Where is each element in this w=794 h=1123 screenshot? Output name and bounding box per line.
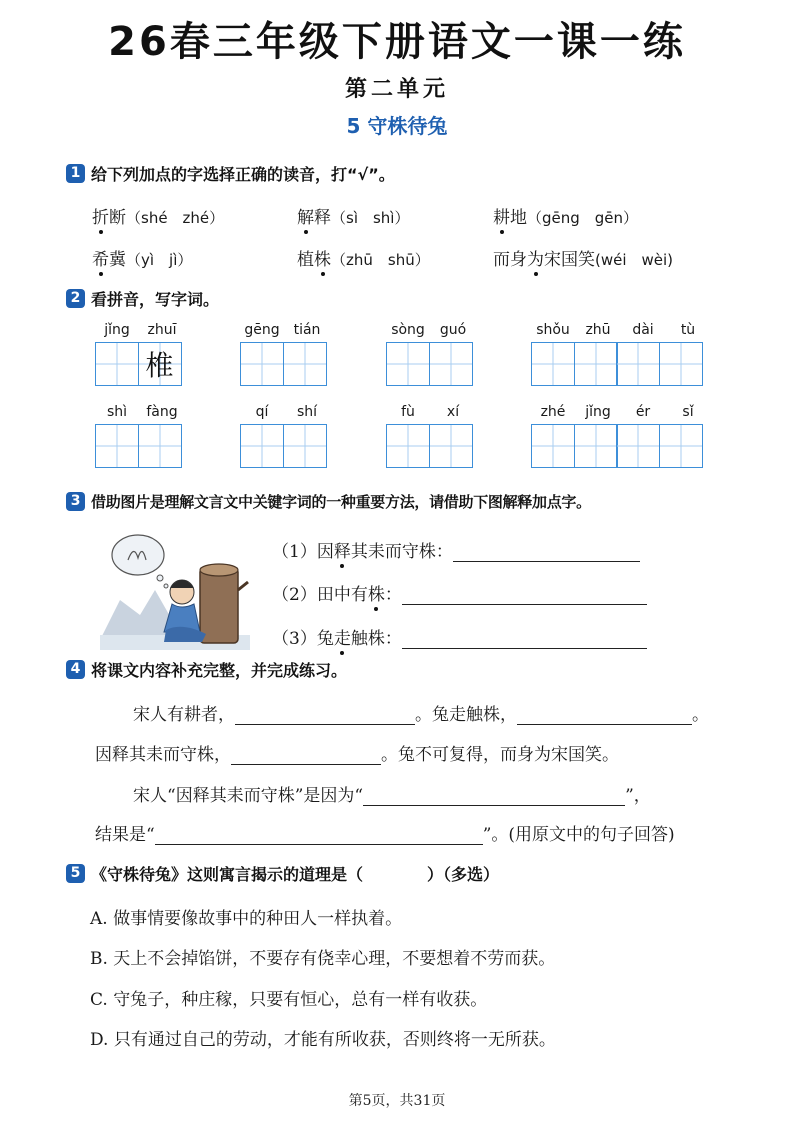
pinyin-label: zhé xyxy=(540,404,566,420)
pinyin-label: fàng xyxy=(146,404,178,420)
q3-item: （1）因 释 其耒而守株： xyxy=(272,537,640,562)
writing-cell[interactable] xyxy=(283,424,327,468)
dotted-char: 解 xyxy=(297,203,314,228)
answer-blank[interactable] xyxy=(235,706,415,725)
q3-item: （3）兔 走 触株： xyxy=(272,624,647,649)
writing-grid xyxy=(95,424,182,468)
dotted-char: 释 xyxy=(334,537,351,562)
reading-item: 希冀（yì jì） xyxy=(92,245,192,270)
q3-item: （2）田中有 株 ： xyxy=(272,580,647,605)
option-b[interactable]: B. 天上不会掉馅饼，不要存有侥幸心理，不要想着不劳而获。 xyxy=(90,949,556,969)
pinyin-label: tián xyxy=(293,322,321,338)
question-1-heading xyxy=(66,162,395,185)
lesson-title: 5 守株待兔 xyxy=(346,114,448,138)
pinyin-label: tù xyxy=(680,322,696,338)
answer-blank[interactable] xyxy=(155,826,483,845)
option-d[interactable]: D. 只有通过自己的劳动，才能有所收获，否则终将一无所获。 xyxy=(90,1030,556,1050)
question-number-badge: 4 xyxy=(66,660,85,679)
pinyin-label: gēng xyxy=(244,322,280,338)
writing-cell[interactable] xyxy=(240,342,284,386)
dotted-char: 株 xyxy=(314,245,331,270)
pinyin-label: zhū xyxy=(585,322,611,338)
answer-blank[interactable] xyxy=(402,586,647,605)
q4-line: 宋人有耕者， 。兔走触株， 。 xyxy=(133,705,709,725)
pinyin-label: jǐng xyxy=(585,404,611,420)
pinyin-label: guó xyxy=(439,322,467,338)
pinyin-label: ér xyxy=(635,404,651,420)
question-4-heading xyxy=(66,658,347,681)
pinyin-label: shí xyxy=(296,404,318,420)
question-4-text: 将课文内容补充完整，并完成练习。 xyxy=(91,661,348,680)
writing-cell[interactable]: 椎 xyxy=(138,342,182,386)
writing-cell[interactable] xyxy=(386,424,430,468)
pinyin-label: shǒu xyxy=(536,322,570,338)
writing-cell[interactable] xyxy=(574,342,618,386)
writing-cell[interactable] xyxy=(95,342,139,386)
writing-grid xyxy=(531,342,703,386)
option-a[interactable]: A. 做事情要像故事中的种田人一样执着。 xyxy=(90,909,403,929)
q4-line: 结果是“ ”。(用原文中的句子回答) xyxy=(95,825,675,845)
reading-item: 植株（zhū shū） xyxy=(297,245,430,270)
writing-cell[interactable] xyxy=(283,342,327,386)
dotted-char: 折 xyxy=(92,203,109,228)
pinyin-label: sǐ xyxy=(682,404,694,420)
question-5-text: 《守株待兔》这则寓言揭示的道理是（ ）（多选） xyxy=(91,865,500,884)
writing-cell[interactable] xyxy=(616,424,660,468)
question-1-text: 给下列加点的字选择正确的读音，打“√”。 xyxy=(91,165,395,184)
question-5-heading xyxy=(66,862,499,885)
page-number: 第5页，共31页 xyxy=(348,1093,446,1109)
answer-blank[interactable] xyxy=(231,746,381,765)
writing-cell[interactable] xyxy=(429,342,473,386)
question-number-badge: 3 xyxy=(66,492,85,511)
pinyin-options[interactable]: （yì jì） xyxy=(126,251,193,269)
pinyin-label: sòng xyxy=(391,322,425,338)
writing-cell[interactable] xyxy=(659,424,703,468)
story-illustration xyxy=(100,530,250,650)
reading-item: 耕地（gēng gēn） xyxy=(493,203,638,228)
q4-line: 因释其耒而守株， 。兔不可复得，而身为宋国笑。 xyxy=(95,745,619,765)
question-3-text: 借助图片是理解文言文中关键字词的一种重要方法，请借助下图解释加点字。 xyxy=(91,493,591,511)
pinyin-label: xí xyxy=(446,404,460,420)
pinyin-options[interactable]: （shé zhé） xyxy=(126,209,225,227)
pinyin-label: shì xyxy=(106,404,128,420)
answer-blank[interactable] xyxy=(402,630,647,649)
reading-item: 而身为宋国笑(wéi wèi) xyxy=(493,245,673,270)
question-3-heading xyxy=(66,491,591,512)
reading-item: 折断（shé zhé） xyxy=(92,203,224,228)
dotted-char: 走 xyxy=(334,624,351,649)
writing-cell[interactable] xyxy=(659,342,703,386)
writing-cell[interactable] xyxy=(240,424,284,468)
dotted-char: 希 xyxy=(92,245,109,270)
answer-blank[interactable] xyxy=(453,543,640,562)
answer-blank[interactable] xyxy=(363,787,625,806)
pinyin-label: fù xyxy=(401,404,415,420)
writing-grid xyxy=(386,424,473,468)
writing-grid xyxy=(531,424,703,468)
writing-cell[interactable] xyxy=(429,424,473,468)
unit-title: 第二单元 xyxy=(344,76,449,102)
pinyin-options[interactable]: （zhū shū） xyxy=(331,251,430,269)
writing-cell[interactable] xyxy=(616,342,660,386)
pinyin-label: zhuī xyxy=(147,322,177,338)
writing-grid xyxy=(240,342,327,386)
writing-grid xyxy=(95,342,182,386)
q4-line: 宋人“因释其耒而守株”是因为“ ”， xyxy=(133,786,651,806)
writing-cell[interactable] xyxy=(95,424,139,468)
dotted-char: 耕 xyxy=(493,203,510,228)
question-number-badge: 2 xyxy=(66,289,85,308)
pinyin-options[interactable]: (wéi wèi) xyxy=(595,251,674,269)
pinyin-options[interactable]: （gēng gēn） xyxy=(527,209,639,227)
question-number-badge: 1 xyxy=(66,164,85,183)
pinyin-label: qí xyxy=(255,404,269,420)
question-2-text: 看拼音，写字词。 xyxy=(91,290,220,309)
reading-item: 解释（sì shì） xyxy=(297,203,409,228)
pinyin-label: dài xyxy=(632,322,654,338)
question-number-badge: 5 xyxy=(66,864,85,883)
worksheet-title: 26春三年级下册语文一课一练 xyxy=(108,19,686,65)
answer-blank[interactable] xyxy=(517,706,692,725)
writing-grid xyxy=(240,424,327,468)
writing-cell[interactable] xyxy=(386,342,430,386)
pinyin-label: jǐng xyxy=(104,322,130,338)
question-2-heading xyxy=(66,287,219,310)
dotted-char: 株 xyxy=(368,580,385,605)
writing-cell[interactable] xyxy=(138,424,182,468)
pinyin-options[interactable]: （sì shì） xyxy=(331,209,410,227)
writing-cell[interactable] xyxy=(531,424,575,468)
writing-grid xyxy=(386,342,473,386)
writing-cell[interactable] xyxy=(574,424,618,468)
writing-cell[interactable] xyxy=(531,342,575,386)
dotted-char: 为 xyxy=(527,245,544,270)
option-c[interactable]: C. 守兔子，种庄稼，只要有恒心，总有一样有收获。 xyxy=(90,990,488,1010)
